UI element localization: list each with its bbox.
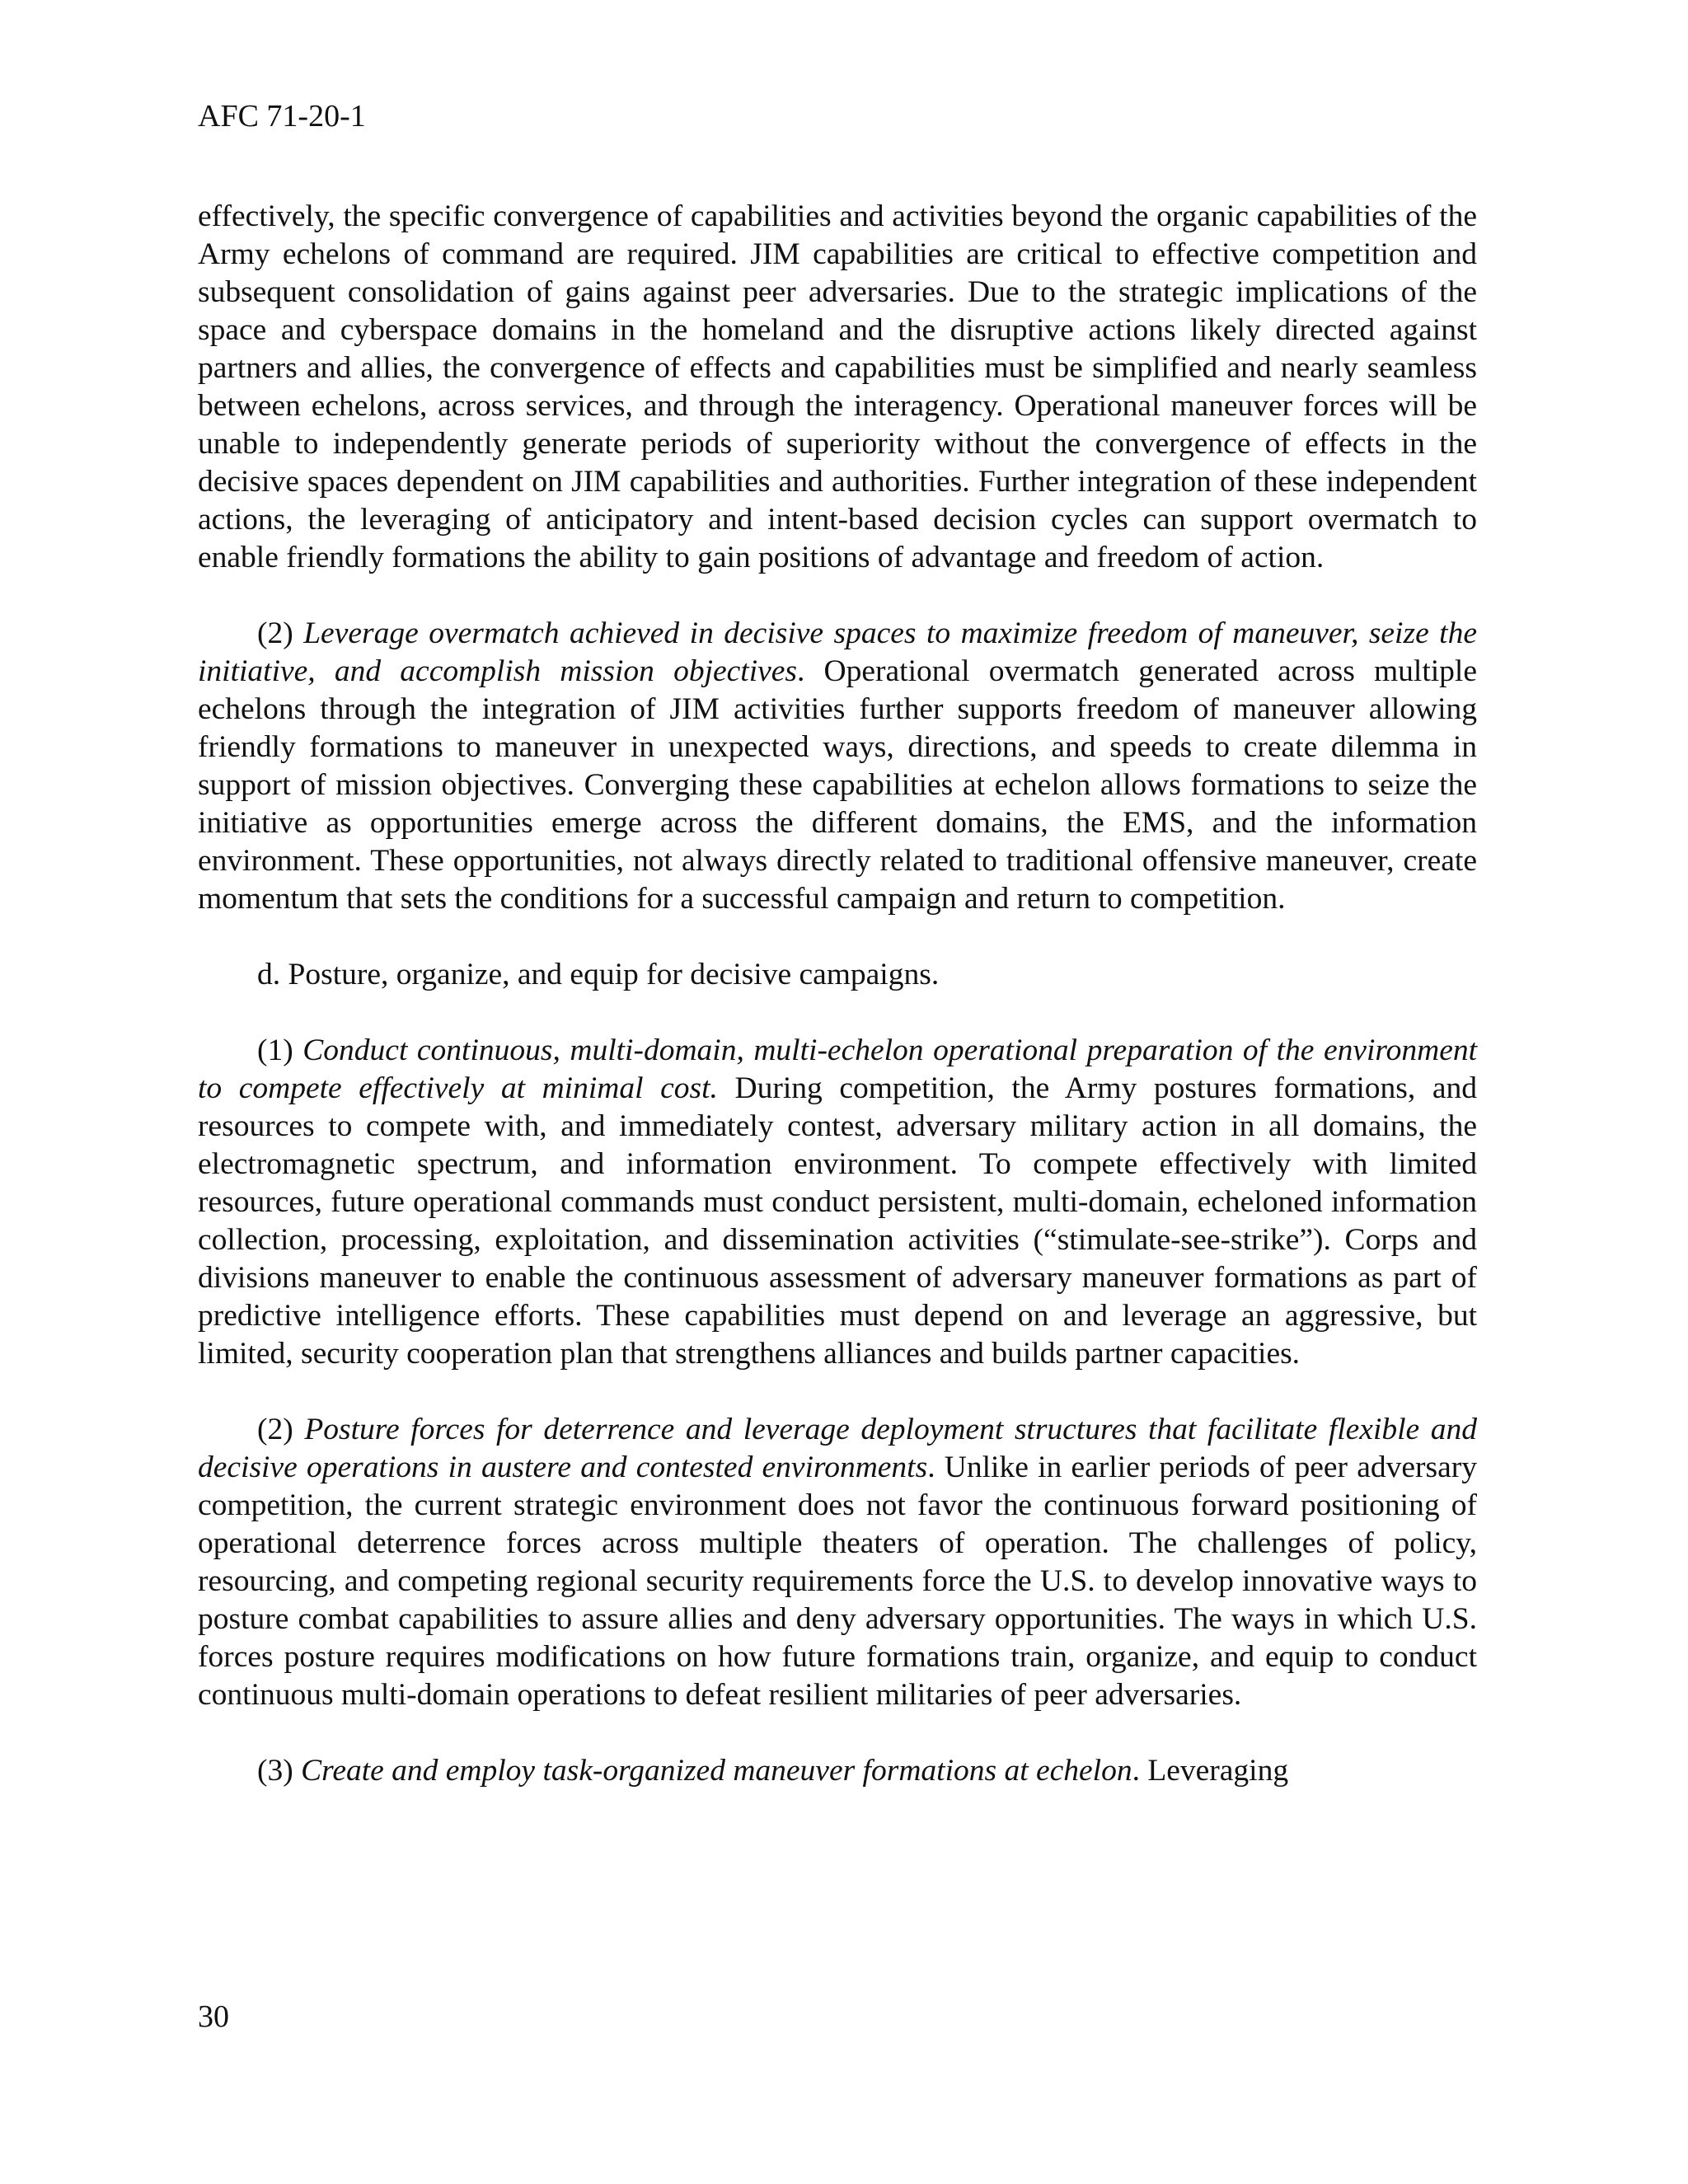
paragraph-number: (1) xyxy=(257,1033,293,1067)
paragraph-lead-italic: Posture forces for deterrence and leverage deployment structures that facilitate flexible and decisive operations in austere and contested environments xyxy=(198,1413,1478,1484)
paragraph-d3 xyxy=(198,1752,1477,1790)
paragraph-text: During competition, the Army postures formations, and resources to compete with, and immediately contest, adversary military action in all domains, the electromagnetic spectrum, and information environment. To compete effectively with limited resources, future operational commands must conduct persistent, multi-domain, echeloned information collection, processing, exploitation, and dissemination activities (“stimulate-see-strike”). Corps and divisions maneuver to enable the continuous assessment of adversary maneuver formations as part of predictive intelligence efforts. These capabilities must depend on and leverage an aggressive, but limited, security cooperation plan that strengthens alliances and builds partner capacities. xyxy=(198,1071,1478,1371)
paragraph-text: . Operational overmatch generated across multiple echelons through the integration of JIM activities further supports freedom of maneuver allowing friendly formations to maneuver in unexpected ways, directions, and speeds to create dilemma in support of mission objectives. Converging these capabilities at echelon allows formations to seize the initiative as opportunities emerge across the different domains, the EMS, and the information environment. These opportunities, not always directly related to traditional offensive maneuver, create momentum that sets the conditions for a successful campaign and return to competition. xyxy=(198,654,1477,916)
paragraph-c2 xyxy=(198,615,1477,918)
page-number: 30 xyxy=(198,1999,229,2034)
paragraph-d1 xyxy=(198,1032,1477,1373)
paragraph-text: . Leveraging xyxy=(1132,1754,1289,1788)
document-id-header: AFC 71-20-1 xyxy=(198,99,366,134)
paragraph-continuation xyxy=(198,198,1477,577)
paragraph-text: . Unlike in earlier periods of peer adversary competition, the current strategic environment does not favor the continuous forward positioning of operational deterrence forces across multiple theaters of operation. The challenges of policy, resourcing, and competing regional security requirements force the U.S. to develop innovative ways to posture combat capabilities to assure allies and deny adversary opportunities. The ways in which U.S. forces posture requires modifications on how future formations train, organize, and equip to conduct continuous multi-domain operations to defeat resilient militaries of peer adversaries. xyxy=(198,1451,1477,1712)
paragraph-number: (2) xyxy=(257,1413,293,1446)
paragraph-lead-italic: Leverage overmatch achieved in decisive spaces to maximize freedom of maneuver, seize the initiative, and accomplish mission objectives xyxy=(198,616,1477,688)
paragraph-lead-italic: Conduct continuous, multi-domain, multi-echelon operational preparation of the environment to compete effectively at minimal cost. xyxy=(198,1033,1478,1105)
document-body xyxy=(198,198,1477,1828)
paragraph-d-heading xyxy=(198,956,1477,994)
paragraph-text: d. Posture, organize, and equip for decisive campaigns. xyxy=(257,958,940,991)
paragraph-lead-italic: Create and employ task-organized maneuver formations at echelon xyxy=(301,1754,1132,1788)
paragraph-number: (2) xyxy=(257,616,293,650)
paragraph-number: (3) xyxy=(257,1754,293,1788)
paragraph-d2 xyxy=(198,1411,1477,1714)
paragraph-text: effectively, the specific convergence of capabilities and activities beyond the organic capabilities of the Army echelons of command are required. JIM capabilities are critical to effective competition and subsequent consolidation of gains against peer adversaries. Due to the strategic implications of the space and cyberspace domains in the homeland and the disruptive actions likely directed against partners and allies, the convergence of effects and capabilities must be simplified and nearly seamless between echelons, across services, and through the interagency. Operational maneuver forces will be unable to independently generate periods of superiority without the convergence of effects in the decisive spaces dependent on JIM capabilities and authorities. Further integration of these independent actions, the leveraging of anticipatory and intent-based decision cycles can support overmatch to enable friendly formations the ability to gain positions of advantage and freedom of action. xyxy=(198,199,1477,574)
